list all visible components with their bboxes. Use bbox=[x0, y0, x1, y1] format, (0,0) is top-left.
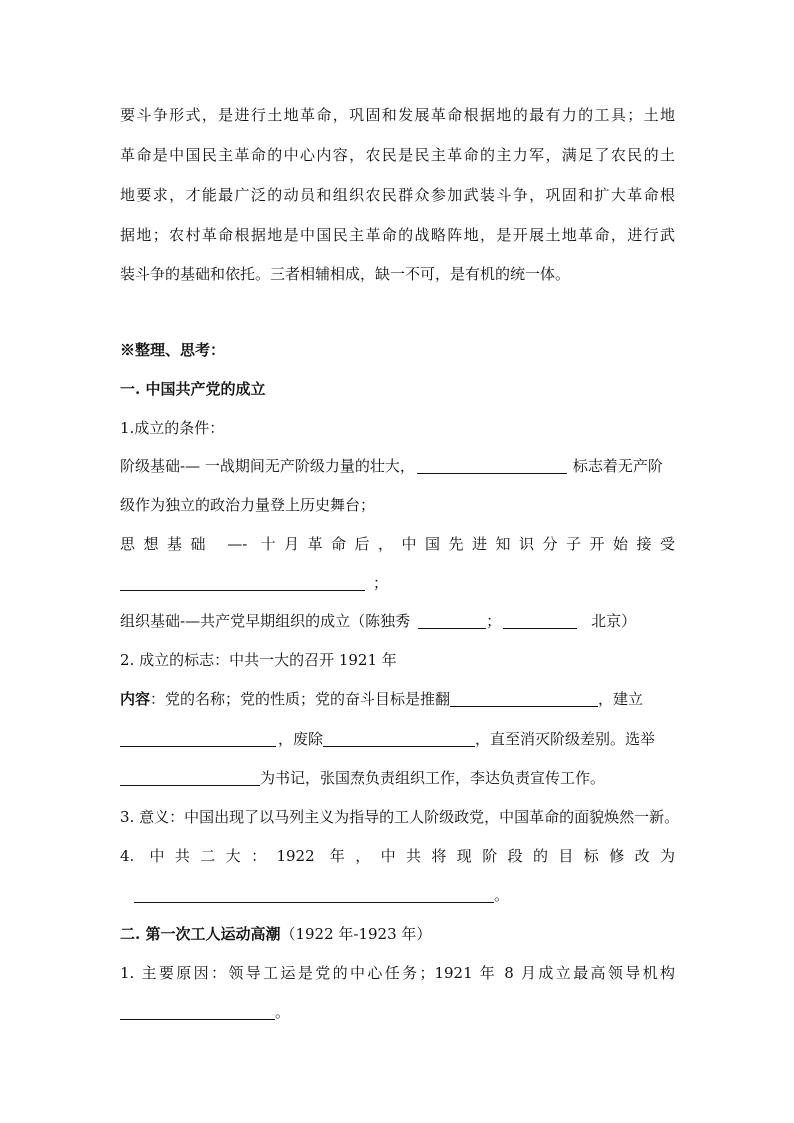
section-2-item-1: 1. 主要原因：领导工运是党的中心任务；1921 年 8 月成立最高领导机构 bbox=[120, 964, 675, 982]
org-basis-text: 组织基础-—共产党早期组织的成立（陈独秀 bbox=[120, 612, 411, 630]
item-4-line-2 bbox=[120, 885, 675, 905]
section-2-title-line bbox=[120, 924, 675, 944]
review-heading: ※整理、思考： bbox=[120, 341, 226, 359]
content-line-3 bbox=[120, 768, 675, 788]
section-2-years: （1922 年-1923 年） bbox=[280, 925, 432, 943]
content-text-2: ，建立 bbox=[598, 690, 644, 708]
content-text-4: ，直至消灭阶级差别。选举 bbox=[475, 730, 656, 748]
content-text-5: 为书记，张国焘负责组织工作，李达负责宣传工作。 bbox=[260, 769, 606, 787]
section-2-title: 二. 第一次工人运动高潮 bbox=[120, 925, 281, 943]
intro-line-2: 革命是中国民主革命的中心内容，农民是民主革命的主力军，满足了农民的土 bbox=[120, 146, 675, 164]
item-4-end: 。 bbox=[494, 886, 510, 904]
thought-basis-line: 思想基础 —- 十月革命后，中国先进知识分子开始接受 bbox=[120, 535, 675, 553]
blank-overthrow[interactable] bbox=[450, 691, 598, 707]
blank-org-1[interactable] bbox=[418, 613, 486, 629]
blank-secretary[interactable] bbox=[120, 770, 260, 786]
intro-line-5: 装斗争的基础和依托。三者相辅相成，缺一不可，是有机的统一体。 bbox=[120, 265, 571, 283]
content-line-2 bbox=[120, 729, 675, 749]
org-basis-line bbox=[120, 611, 675, 631]
blank-org-2[interactable] bbox=[503, 613, 577, 629]
class-basis-line-2: 级作为独立的政治力量登上历史舞台； bbox=[120, 496, 376, 514]
blank-goal[interactable] bbox=[134, 887, 494, 903]
blank-abolish[interactable] bbox=[323, 731, 475, 747]
class-basis-line bbox=[120, 456, 675, 476]
thought-basis-end: ； bbox=[373, 574, 389, 592]
section-1-title: 一. 中国共产党的成立 bbox=[120, 380, 266, 398]
class-basis-text: 阶级基础-— 一战期间无产阶级力量的壮大， bbox=[120, 457, 415, 475]
section-2-item-1-line-2 bbox=[120, 1002, 675, 1022]
item-3-significance: 3. 意义：中国出现了以马列主义为指导的工人阶级政党，中国革命的面貌焕然一新。 bbox=[120, 808, 680, 826]
intro-line-1: 要斗争形式，是进行土地革命，巩固和发展革命根据地的最有力的工具；土地 bbox=[120, 106, 675, 124]
item-1-conditions: 1.成立的条件： bbox=[120, 419, 225, 437]
intro-line-4: 据地；农村革命根据地是中国民主革命的战略阵地，是开展土地革命，进行武 bbox=[120, 226, 675, 244]
blank-establish[interactable] bbox=[120, 731, 276, 747]
intro-line-3: 地要求，才能最广泛的动员和组织农民群众参加武装斗争，巩固和扩大革命根 bbox=[120, 186, 675, 204]
content-text-1: ：党的名称；党的性质；党的奋斗目标是推翻 bbox=[150, 690, 451, 708]
content-line-1 bbox=[120, 689, 675, 709]
content-label: 内容 bbox=[120, 690, 151, 708]
item-2-founding: 2. 成立的标志：中共一大的召开 1921 年 bbox=[120, 651, 397, 669]
org-basis-end: 北京） bbox=[591, 612, 637, 630]
blank-leading-body[interactable] bbox=[120, 1004, 275, 1020]
item-4-second-congress: 4. 中共二大：1922 年，中共将现阶段的目标修改为 bbox=[120, 847, 675, 865]
section-2-end: 。 bbox=[275, 1003, 291, 1021]
content-text-3: ，废除 bbox=[278, 730, 324, 748]
blank-class-basis[interactable] bbox=[417, 458, 567, 474]
thought-basis-line-2 bbox=[120, 573, 675, 593]
org-basis-sep: ； bbox=[486, 612, 502, 630]
blank-thought-basis[interactable] bbox=[120, 575, 365, 591]
class-basis-text-2: 标志着无产阶 bbox=[572, 457, 663, 475]
